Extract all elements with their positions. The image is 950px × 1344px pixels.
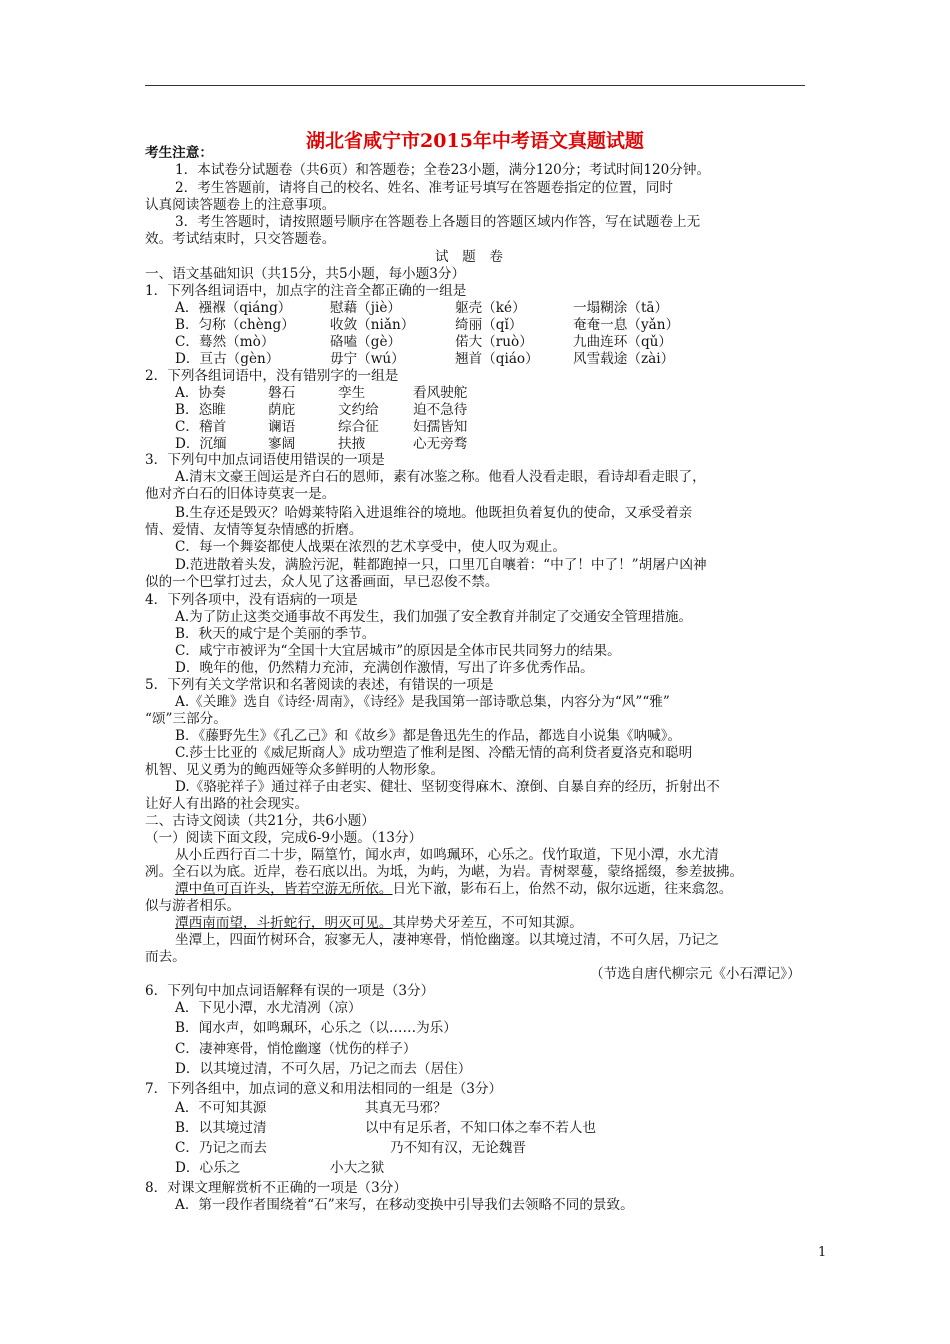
- option-cell: 孪生: [338, 385, 366, 401]
- text-line: 3．下列句中加点词语使用错误的一项是: [145, 452, 385, 468]
- option-cell: 谰语: [268, 419, 296, 435]
- text-line: C．凄神寒骨，悄怆幽邃（忧伤的样子）: [175, 1041, 417, 1057]
- option-cell: C．蓦然（mò）: [175, 334, 275, 350]
- option-cell: 扶掖: [338, 436, 366, 452]
- text-line-underlined: [175, 881, 732, 898]
- option-cell: 翘首（qiáo）: [455, 351, 539, 367]
- option-cell: 慰藉（jiè）: [330, 300, 401, 316]
- option-cell: C．稽首: [175, 419, 227, 435]
- text-line: 3．考生答题时，请按照题号顺序在答题卷上各题目的答题区域内作答，写在试题卷上无: [175, 214, 701, 230]
- text-line: 1．本试卷分试题卷（共6页）和答题卷；全卷23小题，满分120分；考试时间120分钟。: [175, 162, 711, 178]
- text-line: A．下见小潭，水尤清冽（凉）: [175, 1000, 362, 1016]
- header-rule: [145, 85, 805, 86]
- text-line: D．晚年的他，仍然精力充沛，充满创作激情，写出了许多优秀作品。: [175, 660, 594, 676]
- page-title: 湖北省咸宁市2015年中考语文真题试题: [306, 130, 644, 152]
- text-line: 坐潭上，四面竹树环合，寂寥无人，凄神寒骨，悄怆幽邃。以其境过清，不可久居，乃记之: [175, 932, 719, 948]
- option-cell: 妇孺皆知: [413, 419, 468, 435]
- text-line: 机智、见义勇为的鲍西娅等众多鲜明的人物形象。: [145, 762, 445, 778]
- text-line: C．咸宁市被评为“全国十大宜居城市”的原因是全体市民共同努力的结果。: [175, 643, 621, 659]
- text-line: 效。考试结束时，只交答题卷。: [145, 231, 336, 247]
- option-cell: 心无旁骛: [413, 436, 468, 452]
- text-line: 冽。全石以为底。近岸，卷石底以出。为坻，为屿，为嵁，为岩。青树翠蔓，蒙络摇缀，参差披拂。: [145, 864, 744, 880]
- text-line: “颂”三部分。: [145, 711, 227, 727]
- text-line: D．以其境过清，不可久居，乃记之而去（居住）: [175, 1061, 472, 1077]
- text-line: C.莎士比亚的《威尼斯商人》成功塑造了惟利是图、冷酷无情的高利贷者夏洛克和聪明: [175, 745, 693, 761]
- text-line: 二、古诗文阅读（共21分，共6小题）: [145, 813, 375, 829]
- underlined-sentence: 潭中鱼可百许头，皆若空游无所依。: [175, 881, 393, 897]
- option-cell: C．乃记之而去: [175, 1140, 267, 1156]
- text-line: B．秋天的咸宁是个美丽的季节。: [175, 626, 376, 642]
- option-cell: A．不可知其源: [175, 1100, 267, 1116]
- text-line: 情、爱情、友情等复杂情感的折磨。: [145, 522, 363, 538]
- text-line: B．闻水声，如鸣珮环，心乐之（以……为乐）: [175, 1020, 457, 1036]
- option-cell: 收敛（niǎn）: [330, 317, 415, 333]
- page-number: 1: [818, 1245, 827, 1260]
- text-line: D.《骆驼祥子》通过祥子由老实、健壮、坚韧变得麻木、潦倒、自暴自弃的经历，折射出不: [175, 779, 720, 795]
- option-cell: 看风驶舵: [413, 385, 468, 401]
- text-line: C．每一个舞姿都使人战栗在浓烈的艺术享受中，使人叹为观止。: [175, 539, 567, 555]
- text-line-underlined: [175, 915, 583, 932]
- text-line: 1．下列各组词语中，加点字的注音全都正确的一组是: [145, 283, 467, 299]
- text-line: 而去。: [145, 949, 186, 965]
- option-cell: 偌大（ruò）: [455, 334, 533, 350]
- option-cell: 硌嗑（gè）: [330, 334, 402, 350]
- option-cell: D．心乐之: [175, 1160, 241, 1176]
- text-line: 似与游者相乐。: [145, 898, 241, 914]
- option-cell: 奄奄一息（yǎn）: [573, 317, 680, 333]
- sentence-rest: 日光下澈，影布石上，佁然不动，俶尔远逝，往来翕忽。: [392, 881, 733, 897]
- option-cell: 躯壳（ké）: [455, 300, 526, 316]
- text-line: 一、语文基础知识（共15分，共5小题，每小题3分）: [145, 266, 466, 282]
- text-line: 考生注意：: [145, 145, 213, 161]
- text-line: 8．对课文理解赏析不正确的一项是（3分）: [145, 1180, 407, 1196]
- option-cell: D．亘古（gèn）: [175, 351, 280, 367]
- option-cell: 寥阔: [268, 436, 296, 452]
- text-line: D.范进散着头发，满脸污泥，鞋都跑掉一只，口里兀自嚷着：“中了！中了！”胡屠户凶神: [175, 557, 707, 573]
- text-line: 似的一个巴掌打过去，众人见了这番画面，早已忍俊不禁。: [145, 574, 499, 590]
- option-cell: 一塌糊涂（tā）: [573, 300, 669, 316]
- text-line: 认真阅读答题卷上的注意事项。: [145, 197, 336, 213]
- option-cell: 综合征: [338, 419, 379, 435]
- text-line: A.为了防止这类交通事故不再发生，我们加强了安全教育并制定了交通安全管理措施。: [175, 609, 693, 625]
- text-line: （一）阅读下面文段，完成6-9小题。（13分）: [145, 830, 423, 846]
- option-cell: D．沉缅: [175, 436, 227, 452]
- option-cell: 迫不急待: [413, 402, 468, 418]
- option-cell: A．协奏: [175, 385, 226, 401]
- option-cell: 小大之狱: [330, 1160, 385, 1176]
- option-cell: A．襁褓（qiáng）: [175, 300, 292, 316]
- option-cell: 文约给: [338, 402, 379, 418]
- option-cell: 荫庇: [268, 402, 296, 418]
- text-line: 5．下列有关文学常识和名著阅读的表述，有错误的一项是: [145, 677, 494, 693]
- text-line: 试 题 卷: [435, 249, 503, 265]
- text-line: B.生存还是毁灭？哈姆莱特陷入进退维谷的境地。他既担负着复仇的使命，又承受着亲: [175, 505, 693, 521]
- text-line: 他对齐白石的旧体诗莫衷一是。: [145, 486, 336, 502]
- option-cell: 以中有足乐者，不知口体之奉不若人也: [365, 1120, 597, 1136]
- sentence-rest: 其岸势犬牙差互，不可知其源。: [392, 915, 583, 931]
- text-line: 2．考生答题前，请将自己的校名、姓名、准考证号填写在答题卷指定的位置，同时: [175, 180, 674, 196]
- text-line: A.《关雎》选自《诗经·周南》，《诗经》是我国第一部诗歌总集，内容分为“风”“雅”: [175, 694, 670, 710]
- option-cell: 九曲连环（qǔ）: [573, 334, 673, 350]
- option-cell: B．以其境过清: [175, 1120, 267, 1136]
- option-cell: 毋宁（wú）: [330, 351, 405, 367]
- text-line: 7．下列各组中，加点词的意义和用法相同的一组是（3分）: [145, 1081, 503, 1097]
- text-line: A.清末文豪王闿运是齐白石的恩师，素有冰鉴之称。他看人没看走眼，看诗却看走眼了，: [175, 469, 706, 485]
- text-line: （节选自唐代柳宗元《小石潭记》）: [590, 966, 801, 982]
- text-line: 6．下列句中加点词语解释有误的一项是（3分）: [145, 983, 435, 999]
- text-line: B．《藤野先生》《孔乙己》和《故乡》都是鲁迅先生的作品，都选自小说集《呐喊》。: [175, 728, 682, 744]
- text-line: 让好人有出路的社会现实。: [145, 796, 309, 812]
- option-cell: 风雪载途（zài）: [573, 351, 675, 367]
- underlined-sentence: 潭西南而望，斗折蛇行，明灭可见。: [175, 915, 393, 931]
- text-line: 4．下列各项中，没有语病的一项是: [145, 592, 358, 608]
- text-line: 2．下列各组词语中，没有错别字的一组是: [145, 368, 399, 384]
- option-cell: 乃不知有汉，无论魏晋: [390, 1140, 526, 1156]
- option-cell: B．匀称（chèng）: [175, 317, 295, 333]
- option-cell: 其真无马邪？: [365, 1100, 447, 1116]
- option-cell: B．恣睢: [175, 402, 226, 418]
- option-cell: 绮丽（qǐ）: [455, 317, 523, 333]
- option-cell: 磐石: [268, 385, 296, 401]
- text-line: A．第一段作者围绕着“石”来写，在移动变换中引导我们去领略不同的景致。: [175, 1197, 634, 1213]
- text-line: 从小丘西行百二十步，隔篁竹，闻水声，如鸣珮环，心乐之。伐竹取道，下见小潭，水尤清: [175, 847, 719, 863]
